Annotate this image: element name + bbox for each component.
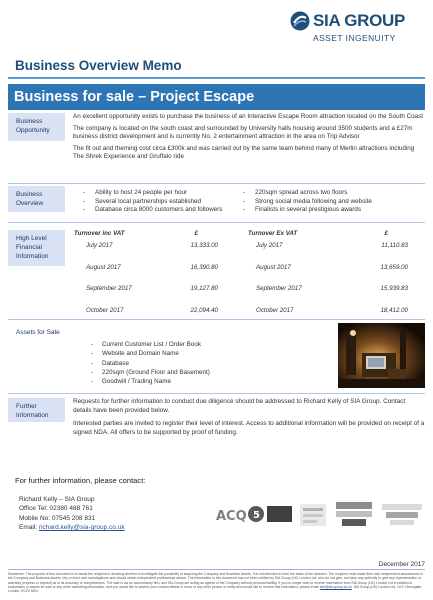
section-body	[69, 186, 425, 215]
contact-email-link[interactable]: richard.kelly@sia-group.co.uk	[38, 523, 125, 531]
table-row: October 2017 22,094.40	[86, 306, 218, 314]
list-item: - Finalists in several prestigious awards	[243, 206, 362, 213]
sia-group-logo	[290, 8, 425, 46]
disclaimer: Disclaimer: The purpose of this document is to assist the recipient in deciding whether to investigate the possibility of acquiring the Company and Business Assets. It is not intended to form the basis of the decision. The recipient must make their own independent assessment of the Company and Business Assets, rely on their own investigations and should obtain independent professional advice. The information in this document has not been verified by SIA Group (UK) London Ltd, who do not give, nor have any authority to give any representation or warranty (express or implied) as to its accuracy or completeness. The sale is via an accountancy firm, and SIA Group are acting as agents of the Company without personal liability. If you no longer wish to receive information from SIA Group (UK) London Ltd in relation to businesses or assets for sale or any other marketing information, and you would like to amend your contact details or know of any other person or entity who would like to receive this information, please email info@sia-group.co.uk. SIA Group (UK) London Ltd, 10-F Chessgate, London, EC2V 6DN.	[8, 572, 423, 594]
logo-tagline: ASSET INGENUITY	[313, 33, 396, 43]
contact-title: For further information, please contact:	[15, 476, 146, 485]
acq-global-awards-logo-icon	[214, 500, 294, 528]
list-item: - Strong social media following and website	[243, 197, 372, 205]
section-label: Further Information	[8, 398, 65, 422]
svg-text:ACQ: ACQ	[216, 509, 247, 524]
table-header: Turnover Ex VAT £	[248, 230, 388, 237]
table-row: September 2017 15,939.83	[256, 285, 408, 292]
section-business-opportunity	[8, 113, 425, 179]
table-header: Turnover inc VAT £	[74, 230, 198, 237]
section-body	[69, 113, 425, 165]
paragraph: The fit out and theming cost circa £300k and was carried out by the same team behind many of Merlin attractions including The Shrek Experience and Gruffalo ride	[73, 144, 415, 160]
escape-room-photo	[338, 323, 425, 388]
table-row: October 2017 18,412.00	[256, 306, 408, 314]
sale-banner: Business for sale – Project Escape	[8, 84, 425, 110]
section-label: Business Opportunity	[8, 113, 65, 141]
section-divider	[8, 393, 425, 394]
turnover-inc-vat-table	[74, 230, 218, 328]
section-further-information	[8, 398, 425, 458]
section-business-overview	[8, 186, 425, 226]
table-row: September 2017 19,127.80	[86, 285, 218, 292]
section-body	[69, 398, 425, 441]
section-divider	[8, 183, 425, 184]
award-badge-three-icon	[334, 500, 374, 528]
overview-list-right	[243, 189, 403, 215]
list-item: - Goodwill / Trading Name	[91, 378, 171, 386]
award-badge-two-icon	[298, 500, 328, 528]
turnover-ex-vat-table	[248, 230, 408, 328]
paragraph: Requests for further information to conduct due diligence should be addressed to Richard Kelly of SIA Group. Contact details have been provided below.	[73, 398, 406, 414]
list-item: - Database circa 8000 customers and followers	[83, 206, 223, 213]
paragraph: Interested parties are invited to register their level of interest. Access to additional information will be provided on receipt of a signed NDA. All offers to be supported by proof of funding.	[73, 419, 425, 436]
memo-title: Business Overview Memo	[15, 58, 182, 73]
contact-name: Richard Kelly – SIA Group	[19, 496, 95, 503]
memo-date: December 2017	[378, 561, 425, 568]
section-divider	[8, 319, 425, 320]
contact-email-line: Email: richard.kelly@sia-group.co.uk	[19, 523, 125, 531]
contact-mobile: Mobile No: 07545 208 831	[19, 514, 96, 522]
list-item: - Database	[91, 359, 129, 367]
table-row: August 2017 16,390.80	[86, 263, 218, 271]
list-item: - Ability to host 24 people per hour	[83, 189, 188, 196]
list-item: - 220sqm spread across two floors	[243, 189, 348, 196]
list-item: - Website and Domain Name	[91, 350, 179, 358]
disclaimer-divider	[8, 569, 425, 570]
paragraph: The company is located on the south coast and surrounded by University halls housing around 3500 students and a £27m business district development and is currently No. 2 entertainment attraction in the area on Trip Advisor	[73, 124, 413, 140]
award-badge-four-icon	[380, 500, 424, 528]
escape-room-image-icon	[338, 323, 425, 388]
list-item: - Current Customer List / Order Book	[91, 341, 202, 348]
logo-name: SIA GROUP	[313, 11, 406, 30]
contact-details	[19, 495, 125, 532]
table-row: July 2017 11,110.83	[256, 242, 408, 249]
contact-office-tel: Office Tel: 02380 488 761	[19, 505, 93, 513]
section-divider	[8, 222, 425, 223]
sia-logo-mark-icon	[290, 11, 310, 31]
section-label: High Level Financial Information	[8, 230, 65, 266]
table-row: August 2017 13,659.00	[256, 263, 408, 271]
overview-list-left	[83, 189, 243, 215]
award-badges	[214, 500, 424, 528]
section-label: Assets for Sale	[16, 329, 60, 336]
section-label: Business Overview	[8, 186, 65, 212]
disclaimer-email-link[interactable]: info@sia-group.co.uk	[319, 584, 352, 589]
paragraph: An excellent opportunity exists to purchase the business of an Interactive Escape Room attraction located on the South Coast	[73, 113, 424, 120]
svg-text:5: 5	[253, 510, 260, 521]
list-item: - Several local partnerships established	[83, 197, 202, 205]
list-item: - 220sqm (Ground Floor and Basement)	[91, 368, 210, 376]
section-financial-information	[8, 230, 425, 322]
title-divider	[8, 77, 425, 79]
table-row: July 2017 13,333.00	[86, 242, 218, 249]
